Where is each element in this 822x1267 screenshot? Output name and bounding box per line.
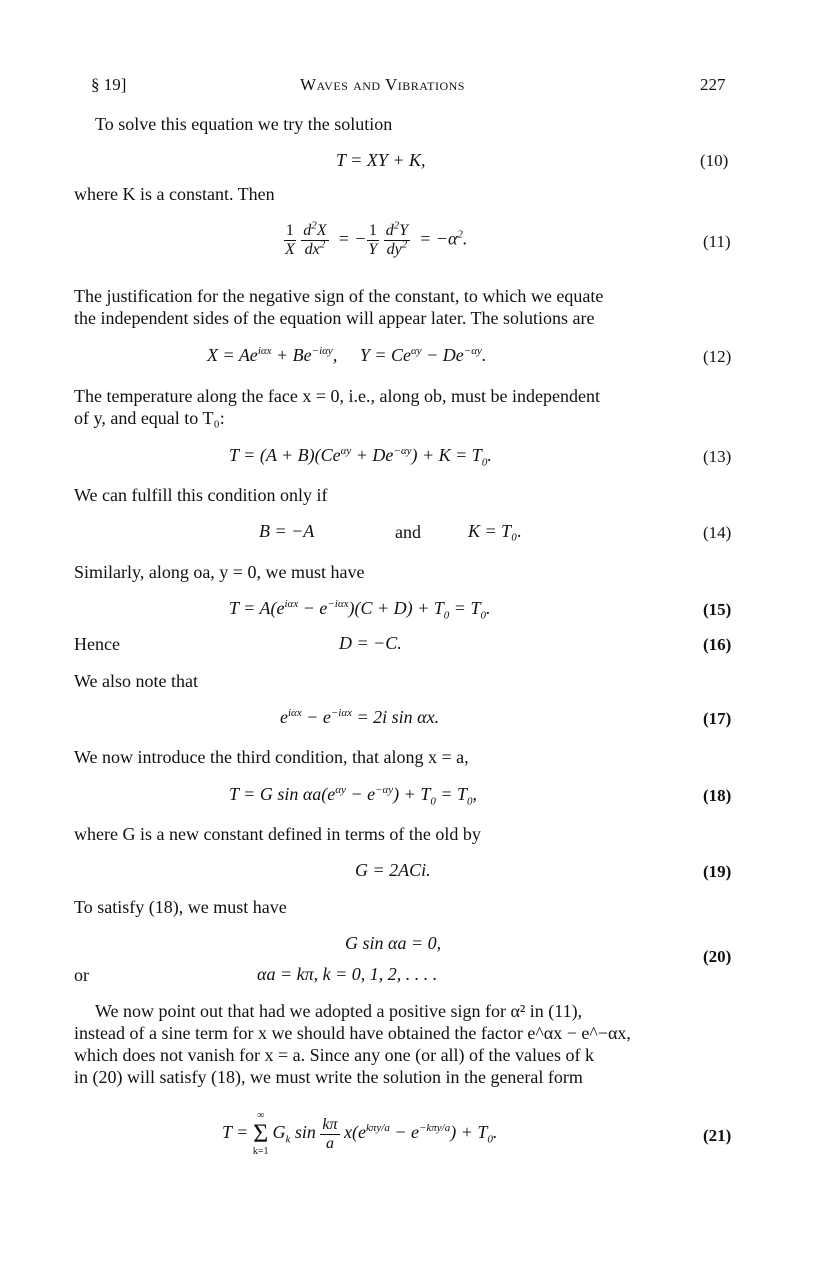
page-number: 227 bbox=[700, 75, 726, 94]
equation-21: T = ∞ Σ k=1 $G_k$ sin $\frac{k\pi}{a}$ $x(e^{k\pi y/a} - e^{-k\pi y/a}) + T_0$. bbox=[222, 1110, 498, 1157]
text-line: The justification for the negative sign of the constant, to which we equate bbox=[74, 286, 604, 306]
text-line: or bbox=[74, 965, 89, 985]
equation-number: (17) bbox=[703, 709, 732, 728]
text-line: the independent sides of the equation will appear later. The solutions are bbox=[74, 308, 595, 328]
equation-13: $T = (A + B)(Ce^{\alpha y} + De^{-\alpha y}) + K = T_0$. bbox=[229, 445, 492, 469]
text-line: The temperature along the face x = 0, i.e., along ob, must be independent bbox=[74, 386, 600, 406]
equation-18: T = G $\sin \alpha a(e^{\alpha y} - e^{-\alpha y}) + T_0 = T_0$, bbox=[229, 784, 477, 808]
text-line: in (20) will satisfy (18), we must write the solution in the general form bbox=[74, 1067, 583, 1087]
running-title: Waves and Vibrations bbox=[300, 75, 465, 94]
equation-number: (21) bbox=[703, 1126, 732, 1145]
text-line: where K is a constant. Then bbox=[74, 184, 275, 204]
text-line: instead of a sine term for x we should have obtained the factor e^αx − e^−αx, bbox=[74, 1023, 631, 1043]
text-line: To satisfy (18), we must have bbox=[74, 897, 287, 917]
equation-15: $T = A(e^{i\alpha x} - e^{-i\alpha x})(C + D) + T_0 = T_0$. bbox=[229, 598, 491, 622]
equation-19: G = 2ACi. bbox=[355, 860, 431, 880]
equation-20b: αa = kπ, k = 0, 1, 2, . . . . bbox=[257, 964, 438, 984]
equation-17: $e^{i\alpha x} - e^{-i\alpha x} = 2i$ sin αx. bbox=[280, 707, 440, 727]
equation-number: (16) bbox=[703, 635, 732, 654]
equation-number: (14) bbox=[703, 523, 732, 542]
text-line: which does not vanish for x = a. Since any one (or all) of the values of k bbox=[74, 1045, 595, 1065]
equation-20a: G sin αa = 0, bbox=[345, 933, 442, 953]
equation-14-right: K = T₀. bbox=[468, 521, 522, 541]
text-line: We can fulfill this condition only if bbox=[74, 485, 328, 505]
section-label: § 19] bbox=[91, 75, 127, 94]
equation-number: (15) bbox=[703, 600, 732, 619]
text-line: To solve this equation we try the solution bbox=[95, 114, 393, 134]
equation-12: $X = Ae^{i\alpha x} + Be^{-i\alpha y}$, $Y = Ce^{\alpha y} - De^{-\alpha y}$. bbox=[207, 345, 487, 365]
equation-number: (19) bbox=[703, 862, 732, 881]
equation-number: (20) bbox=[703, 947, 732, 966]
equation-number: (10) bbox=[700, 151, 729, 170]
equation-number: (11) bbox=[703, 232, 731, 251]
equation-14-and: and bbox=[395, 522, 421, 542]
equation-10: T = XY + K, bbox=[336, 150, 426, 170]
text-line: where G is a new constant defined in terms of the old by bbox=[74, 824, 481, 844]
text-line: of y, and equal to T₀: bbox=[74, 408, 225, 428]
equation-number: (12) bbox=[703, 347, 732, 366]
equation-14-left: B = −A bbox=[259, 521, 315, 541]
text-line: We also note that bbox=[74, 671, 199, 691]
equation-11: $\frac{1}{X}$ $\frac{d^2X}{dx^2}$ = − $\frac{1}{Y}$ $\frac{d^2Y}{dy^2}$ = $-\alpha^2$. bbox=[285, 219, 468, 258]
equation-number: (13) bbox=[703, 447, 732, 466]
text-line: Hence bbox=[74, 634, 120, 654]
text-line: Similarly, along oa, y = 0, we must have bbox=[74, 562, 365, 582]
text-line: We now introduce the third condition, that along x = a, bbox=[74, 747, 469, 767]
text-line: We now point out that had we adopted a positive sign for α² in (11), bbox=[95, 1001, 583, 1021]
equation-number: (18) bbox=[703, 786, 732, 805]
equation-16: D = −C. bbox=[339, 633, 402, 653]
